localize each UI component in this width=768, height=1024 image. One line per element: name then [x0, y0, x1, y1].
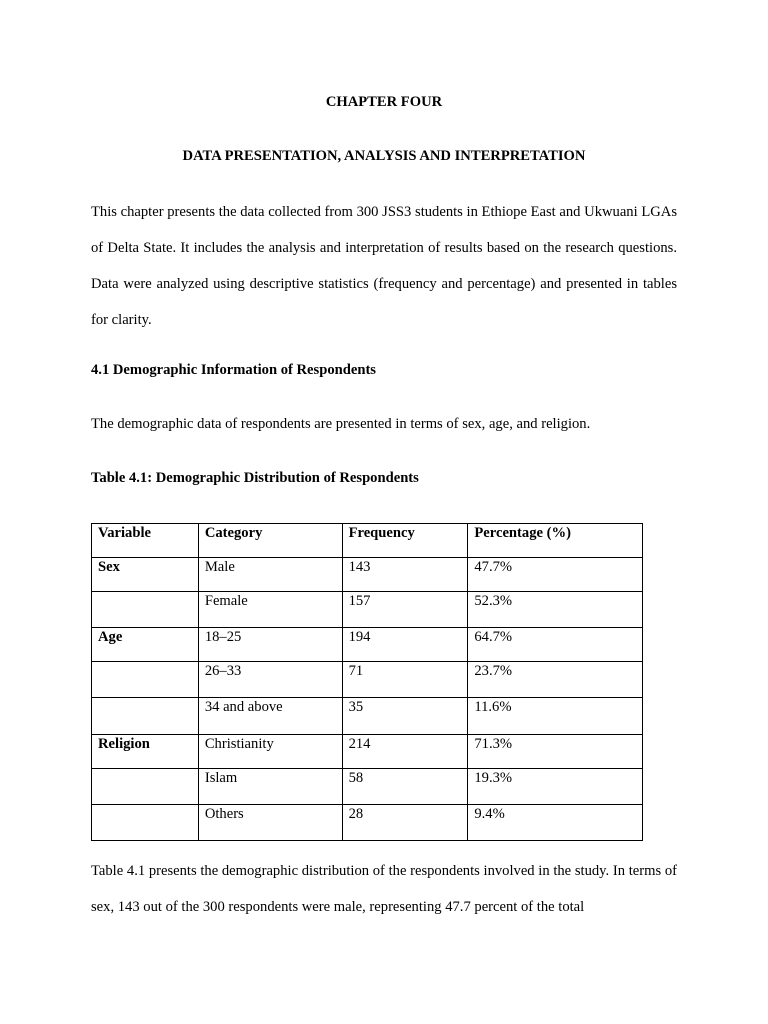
- cell-frequency: 28: [342, 805, 468, 841]
- chapter-title: CHAPTER FOUR: [325, 94, 443, 110]
- cell-frequency: 71: [342, 662, 468, 698]
- demographic-table: [91, 523, 643, 841]
- cell-frequency: 143: [342, 558, 468, 592]
- table-row: [92, 735, 643, 769]
- discussion-paragraph: Table 4.1 presents the demographic distribution of the respondents involved in the study. In terms of sex, 143 out of the 300 respondents were male, representing 47.7 percent of the total: [91, 863, 677, 915]
- table-row: [92, 769, 643, 805]
- cell-variable: [92, 805, 199, 841]
- section-heading: 4.1 Demographic Information of Respondents: [91, 362, 376, 378]
- cell-percentage: 71.3%: [468, 735, 643, 769]
- chapter-subtitle: DATA PRESENTATION, ANALYSIS AND INTERPRETATION: [182, 148, 586, 164]
- cell-variable: [92, 592, 199, 628]
- cell-category: 34 and above: [198, 698, 342, 735]
- intro-paragraph: This chapter presents the data collected from 300 JSS3 students in Ethiope East and Ukwuani LGAs of Delta State. It includes the analysis and interpretation of results based on the research questions. Data were analyzed using descriptive statistics (frequency and percentage) and presented in tables for clarity.: [91, 204, 677, 328]
- table-row: [92, 592, 643, 628]
- cell-category: Islam: [198, 769, 342, 805]
- cell-category: 18–25: [198, 628, 342, 662]
- header-frequency: Frequency: [342, 524, 468, 558]
- cell-percentage: 64.7%: [468, 628, 643, 662]
- cell-category: Others: [198, 805, 342, 841]
- header-variable: Variable: [92, 524, 199, 558]
- cell-percentage: 47.7%: [468, 558, 643, 592]
- cell-frequency: 214: [342, 735, 468, 769]
- cell-variable: [92, 698, 199, 735]
- table-header-row: [92, 524, 643, 558]
- table-row: [92, 698, 643, 735]
- cell-percentage: 9.4%: [468, 805, 643, 841]
- cell-variable: Age: [92, 628, 199, 662]
- cell-variable: Sex: [92, 558, 199, 592]
- cell-frequency: 35: [342, 698, 468, 735]
- header-category: Category: [198, 524, 342, 558]
- cell-percentage: 52.3%: [468, 592, 643, 628]
- cell-category: Female: [198, 592, 342, 628]
- table-row: [92, 628, 643, 662]
- cell-percentage: 11.6%: [468, 698, 643, 735]
- cell-frequency: 194: [342, 628, 468, 662]
- cell-percentage: 19.3%: [468, 769, 643, 805]
- cell-frequency: 157: [342, 592, 468, 628]
- cell-percentage: 23.7%: [468, 662, 643, 698]
- cell-category: Christianity: [198, 735, 342, 769]
- cell-category: Male: [198, 558, 342, 592]
- table-caption: Table 4.1: Demographic Distribution of Respondents: [91, 470, 419, 486]
- cell-variable: [92, 662, 199, 698]
- table-row: [92, 662, 643, 698]
- header-percentage: Percentage (%): [468, 524, 643, 558]
- table-row: [92, 558, 643, 592]
- cell-variable: Religion: [92, 735, 199, 769]
- cell-category: 26–33: [198, 662, 342, 698]
- section-intro: The demographic data of respondents are presented in terms of sex, age, and religion.: [91, 416, 591, 432]
- cell-variable: [92, 769, 199, 805]
- table-row: [92, 805, 643, 841]
- cell-frequency: 58: [342, 769, 468, 805]
